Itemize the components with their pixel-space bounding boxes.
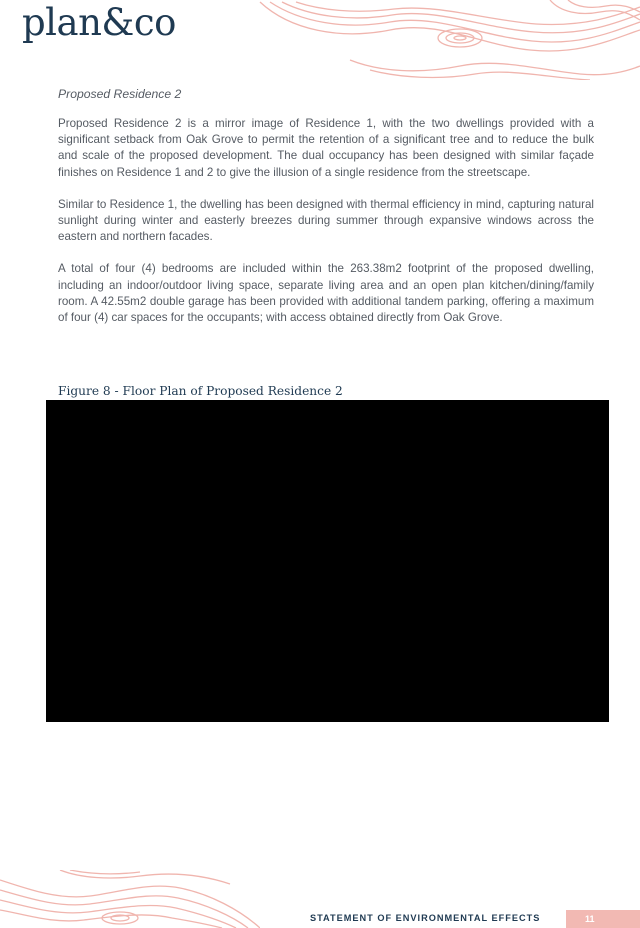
section-subheading: Proposed Residence 2: [58, 87, 182, 101]
page-number-tab: [566, 910, 640, 928]
topographic-decoration-bottom: [0, 870, 260, 928]
company-logo: plan&co: [22, 1, 176, 44]
main-content: [58, 86, 594, 342]
figure-caption: Figure 8 - Floor Plan of Proposed Residence 2: [58, 384, 343, 398]
body-paragraph: Proposed Residence 2 is a mirror image of Residence 1, with the two dwellings provided with a significant setback from Oak Grove to permit the retention of a significant tree and to reduce the bulk and scale of the proposed development. The dual occupancy has been designed with similar façade finishes on Residence 1 and 2 to give the illusion of a single residence from the streetscape.: [58, 117, 594, 179]
floor-plan-image: [46, 400, 609, 722]
body-paragraph: Similar to Residence 1, the dwelling has been designed with thermal efficiency in mind, capturing natural sunlight during winter and easterly breezes during summer through expansive windows across the eastern and northern facades.: [58, 197, 594, 244]
page-number: 11: [585, 914, 595, 924]
footer-document-title: STATEMENT OF ENVIRONMENTAL EFFECTS: [310, 913, 541, 923]
body-paragraph: A total of four (4) bedrooms are included within the 263.38m2 footprint of the proposed dwelling, including an indoor/outdoor living space, separate living area and an open plan kitchen/dining/family room. A 42.55m2 double garage has been provided with additional tandem parking, offering a maximum of four (4) car spaces for the occupants; with access obtained directly from Oak Grove.: [58, 262, 594, 325]
topographic-decoration-top: [250, 0, 640, 80]
